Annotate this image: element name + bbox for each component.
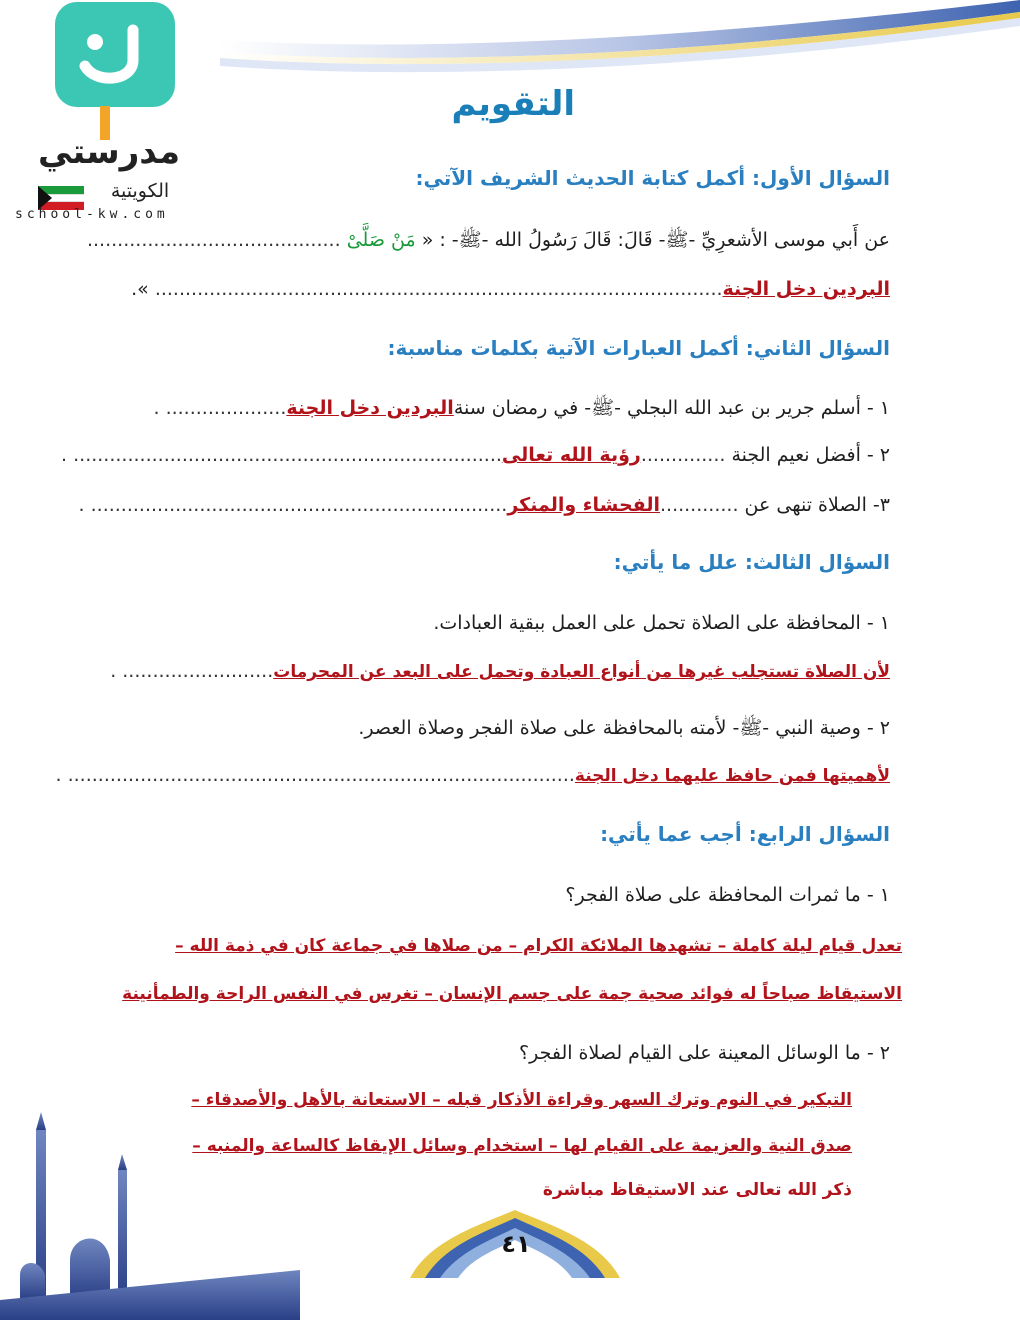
q2-item-2 bbox=[61, 444, 890, 466]
q3-heading: السؤال الثالث: علل ما يأتي: bbox=[613, 550, 890, 574]
logo-badge bbox=[55, 2, 175, 107]
q3-item-2-answer-line bbox=[56, 764, 890, 786]
q1-heading: السؤال الأول: أكمل كتابة الحديث الشريف الآتي: bbox=[415, 166, 890, 190]
q3-item-answer: لأن الصلاة تستجلب غيرها من أنواع العبادة وتحمل على البعد عن المحرمات bbox=[273, 662, 890, 682]
dots: ....................................................................... . bbox=[61, 444, 502, 466]
page-title: التقويم bbox=[451, 84, 575, 124]
q2-item-text: ٣- الصلاة تنهى عن bbox=[744, 494, 890, 516]
q1-line1 bbox=[87, 228, 890, 256]
q2-item-answer: الفحشاء والمنكر bbox=[507, 494, 660, 516]
logo-name: مدرستي bbox=[38, 132, 180, 172]
q1-line1-green: مَنْ صَلَّىْ bbox=[346, 229, 416, 251]
q3-item-1-text: ١ - المحافظة على الصلاة تحمل على العمل ببقية العبادات. bbox=[433, 612, 890, 634]
q4-item-2-answer-1: التبكير في النوم وترك السهر وقراءة الأذكار قبله – الاستعانة بالأهل والأصدقاء – bbox=[191, 1090, 852, 1110]
q4-item-2-text: ٢ - ما الوسائل المعينة على القيام لصلاة الفجر؟ bbox=[519, 1042, 890, 1064]
q3-item-answer: لأهميتها فمن حافظ عليهما دخل الجنة bbox=[574, 766, 890, 786]
logo-url: school-kw.com bbox=[15, 207, 169, 222]
dots: .............................................................................................. bbox=[154, 278, 723, 300]
q4-item-2-answer-2: صدق النية والعزيمة على القيام لها – استخدام وسائل الإيقاظ كالساعة والمنبه – bbox=[192, 1136, 852, 1156]
q2-item-text: ١ - أسلم جرير بن عبد الله البجلي -ﷺ- في رمضان سنة bbox=[453, 397, 890, 419]
q1-line2 bbox=[131, 278, 890, 300]
dots: ..................................................................... . bbox=[78, 494, 508, 516]
q4-item-2-answer-3: ذكر الله تعالى عند الاستيقاظ مباشرة bbox=[542, 1180, 852, 1200]
dots: .................................................................................... . bbox=[55, 764, 575, 786]
q2-item-1 bbox=[153, 396, 890, 424]
q2-item-text: ٢ - أفضل نعيم الجنة bbox=[731, 444, 890, 466]
dots: .................... . bbox=[153, 397, 287, 419]
dots: ............. bbox=[659, 494, 739, 516]
dots: .............. bbox=[640, 444, 726, 466]
logo-country: الكويتية bbox=[110, 180, 170, 202]
mosque-silhouette-icon bbox=[0, 1110, 300, 1320]
q4-heading: السؤال الرابع: أجب عما يأتي: bbox=[600, 822, 890, 846]
q2-item-answer: رؤية الله تعالى bbox=[501, 444, 641, 466]
q4-item-1-text: ١ - ما ثمرات المحافظة على صلاة الفجر؟ bbox=[565, 884, 890, 906]
q3-item-2-text: ٢ - وصية النبي -ﷺ- لأمته بالمحافظة على صلاة الفجر وصلاة العصر. bbox=[358, 717, 890, 739]
dots: ......................... . bbox=[110, 660, 274, 682]
q2-item-3 bbox=[79, 494, 890, 516]
smile-icon bbox=[55, 2, 175, 107]
q2-heading: السؤال الثاني: أكمل العبارات الآتية بكلمات مناسبة: bbox=[387, 336, 890, 360]
q3-item-1-answer-line bbox=[110, 660, 890, 682]
q1-answer: البردين دخل الجنة bbox=[722, 278, 890, 300]
q4-item-1-answer-1: تعدل قيام ليلة كاملة – تشهدها الملائكة الكرام – من صلاها في جماعة كان في ذمة الله – bbox=[175, 936, 902, 956]
q1-line2-end: ». bbox=[131, 278, 149, 300]
dots: .......................................... bbox=[86, 229, 341, 251]
q1-line1-text: عن أَبي موسى الأشعرِيِّ -ﷺ- قَالَ: قَالَ رَسُولُ الله -ﷺ- : « bbox=[421, 229, 890, 251]
page-number: ٤١ bbox=[501, 1230, 531, 1258]
q4-item-1-answer-2: الاستيقاظ صباحاً له فوائد صحية جمة على جسم الإنسان – تغرس في النفس الراحة والطمأنينة bbox=[122, 984, 902, 1004]
header-swoosh bbox=[220, 0, 1020, 90]
q2-item-answer: البردين دخل الجنة bbox=[286, 397, 454, 419]
